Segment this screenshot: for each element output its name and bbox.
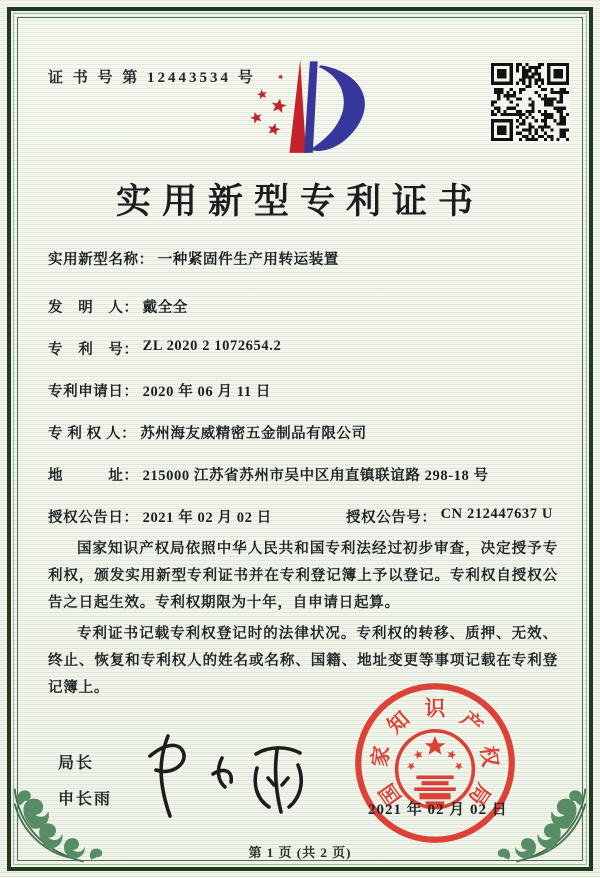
svg-text:权: 权 — [476, 744, 501, 769]
field-label: 授权公告日： — [48, 510, 139, 526]
legal-paragraph-1: 国家知识产权局依照中华人民共和国专利法经过初步审查，决定授予专利权，颁发实用新型专利证书并在专利登记簿上予以登记。专利权自授权公告之日起生效。专利权期限为十年，自申请日起算。 — [48, 541, 558, 611]
director-name: 申长雨 — [58, 791, 113, 808]
logo-blue-bowl — [310, 65, 365, 151]
svg-text:家: 家 — [369, 744, 394, 769]
svg-text:识: 识 — [424, 698, 446, 721]
logo-red-wedge — [289, 59, 306, 152]
field-utility-model-name — [48, 248, 566, 267]
field-value: 苏州海友威精密五金制品有限公司 — [140, 426, 367, 442]
svg-text:产: 产 — [455, 707, 487, 739]
field-value: 一种紧固件生产用转运装置 — [157, 252, 339, 268]
field-grant-row — [48, 506, 566, 525]
field-address — [48, 464, 566, 483]
field-patentee — [48, 422, 566, 441]
director-signature — [128, 726, 324, 826]
field-grant-number — [346, 506, 553, 525]
svg-text:局: 局 — [464, 779, 494, 809]
field-grant-date — [48, 506, 346, 525]
field-value: 戴全全 — [142, 300, 188, 316]
field-value: 2021 年 02 月 02 日 — [142, 510, 272, 526]
svg-text:国: 国 — [376, 779, 406, 809]
field-value: CN 212447637 U — [440, 506, 553, 522]
svg-text:知: 知 — [383, 707, 415, 739]
field-label: 授权公告号： — [346, 510, 437, 526]
field-value: ZL 2020 2 1072654.2 — [142, 338, 282, 354]
field-label: 专 利 权 人： — [48, 426, 137, 442]
field-label: 地 址： — [48, 468, 139, 484]
certificate-number: 证 书 号 第 12443534 号 — [48, 70, 256, 86]
field-label: 专利申请日： — [48, 384, 139, 400]
seal-date: 2021 年 02 月 02 日 — [368, 802, 508, 818]
certificate-fields — [48, 248, 566, 548]
field-label: 实用新型名称： — [48, 252, 154, 268]
field-value: 2020 年 06 月 11 日 — [142, 384, 272, 400]
field-label: 专 利 号： — [48, 342, 139, 358]
national-emblem-icon — [397, 731, 474, 808]
qr-code — [491, 63, 569, 141]
field-label: 发 明 人： — [48, 300, 139, 316]
corner-flourish-icon — [9, 757, 121, 869]
field-value: 215000 江苏省苏州市吴中区甪直镇联谊路 298-18 号 — [142, 468, 489, 484]
logo-stars — [249, 73, 288, 136]
certificate-title: 实用新型专利证书 — [115, 182, 484, 221]
field-patent-number — [48, 338, 566, 357]
logo-blue-stripe — [304, 61, 318, 152]
field-filing-date — [48, 380, 566, 399]
cnipa-logo-icon — [233, 54, 379, 166]
page-number: 第 1 页 (共 2 页) — [248, 845, 352, 860]
legal-paragraph-2: 专利证书记载专利权登记时的法律状况。专利权的转移、质押、无效、终止、恢复和专利权人的姓名或名称、国籍、地址变更等事项记载在专利登记簿上。 — [48, 626, 558, 696]
director-title: 局长 — [58, 755, 95, 772]
field-inventor — [48, 296, 566, 315]
